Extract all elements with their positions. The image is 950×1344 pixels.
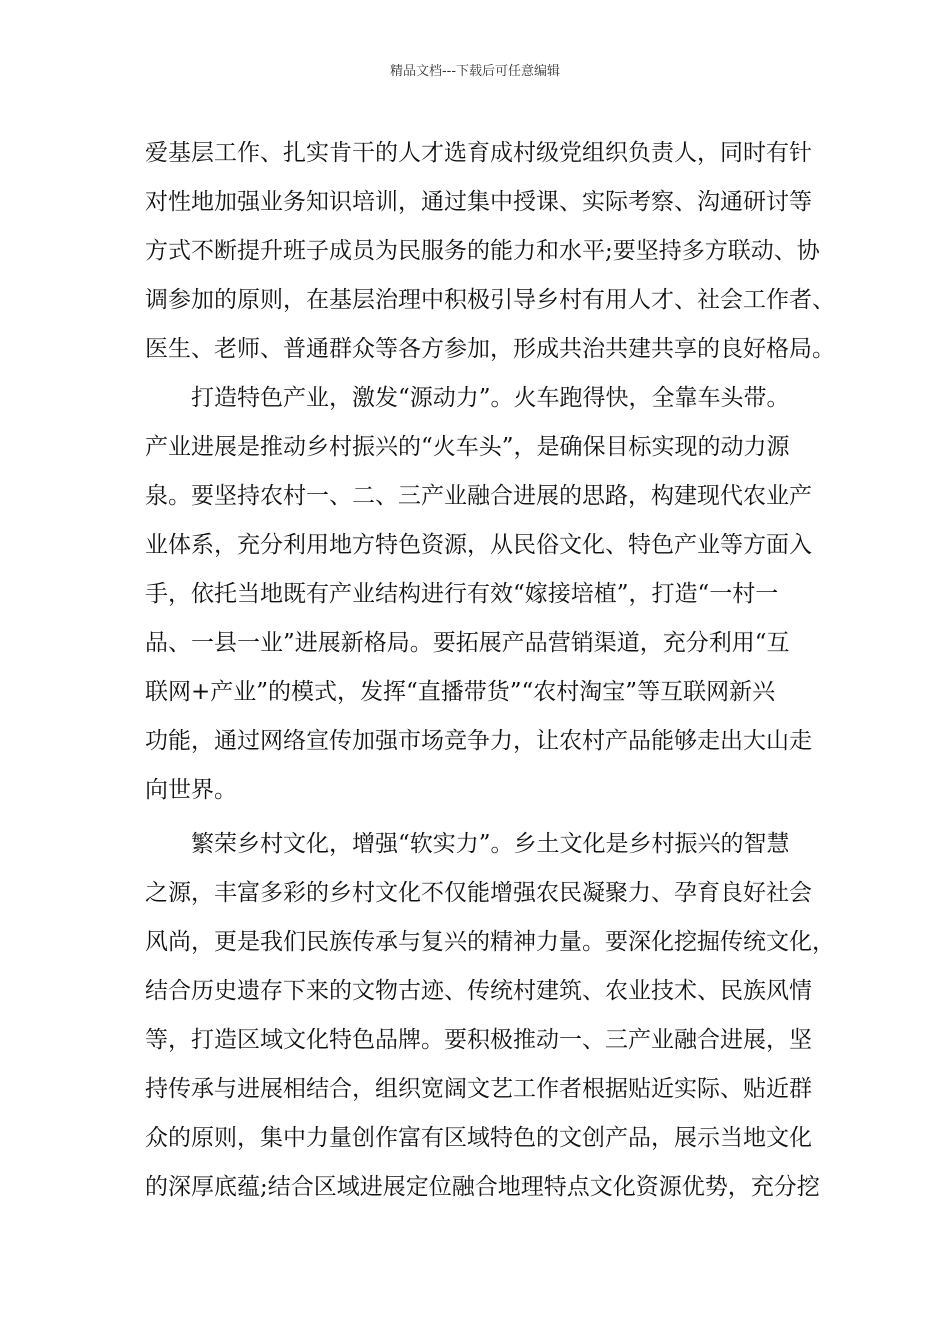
text-line: 调参加的原则，在基层治理中积极引导乡村有用人才、社会工作者、 [145, 287, 835, 313]
text-line: 结合历史遗存下来的文物古迹、传统村建筑、农业技术、民族风情 [145, 978, 812, 1004]
text-line: 持传承与进展相结合，组织宽阔文艺工作者根据贴近实际、贴近群 [145, 1076, 812, 1102]
paragraph-first-line: 打造特色产业，激发“源动力”。火车跑得快，全靠车头带。 [145, 385, 790, 411]
text-line: 泉。要坚持农村一、二、三产业融合进展的思路，构建现代农业产 [145, 483, 812, 509]
text-line: 联网+产业”的模式，发挥“直播带货”“农村淘宝”等互联网新兴 [145, 679, 776, 705]
text-line: 众的原则，集中力量创作富有区域特色的文创产品，展示当地文化 [145, 1125, 812, 1151]
text-line: 风尚，更是我们民族传承与复兴的精神力量。要深化挖掘传统文化， [145, 929, 835, 955]
text-line: 产业进展是推动乡村振兴的“火车头”，是确保目标实现的动力源 [145, 434, 790, 460]
text-line: 品、一县一业”进展新格局。要拓展产品营销渠道，充分利用“互 [145, 630, 790, 656]
text-line: 方式不断提升班子成员为民服务的能力和水平;要坚持多方联动、协 [145, 238, 820, 264]
text-line: 对性地加强业务知识培训，通过集中授课、实际考察、沟通研讨等 [145, 189, 812, 215]
text-line: 向世界。 [145, 777, 237, 803]
paragraph-first-line: 繁荣乡村文化，增强“软实力”。乡土文化是乡村振兴的智慧 [145, 831, 790, 857]
text-line: 功能，通过网络宣传加强市场竞争力，让农村产品能够走出大山走 [145, 728, 812, 754]
text-line: 手，依托当地既有产业结构进行有效“嫁接培植”，打造“一村一 [145, 581, 779, 607]
text-line: 业体系，充分利用地方特色资源，从民俗文化、特色产业等方面入 [145, 532, 812, 558]
page-header: 精品文档---下载后可任意编辑 [389, 64, 561, 79]
text-line: 的深厚底蕴;结合区域进展定位融合地理特点文化资源优势，充分挖 [145, 1174, 820, 1200]
text-line: 等，打造区域文化特色品牌。要积极推动一、三产业融合进展，坚 [145, 1027, 812, 1053]
text-line: 医生、老师、普通群众等各方参加，形成共治共建共享的良好格局。 [145, 336, 835, 362]
text-line: 之源，丰富多彩的乡村文化不仅能增强农民凝聚力、孕育良好社会 [145, 880, 812, 906]
text-line: 爱基层工作、扎实肯干的人才选育成村级党组织负责人，同时有针 [145, 140, 812, 166]
